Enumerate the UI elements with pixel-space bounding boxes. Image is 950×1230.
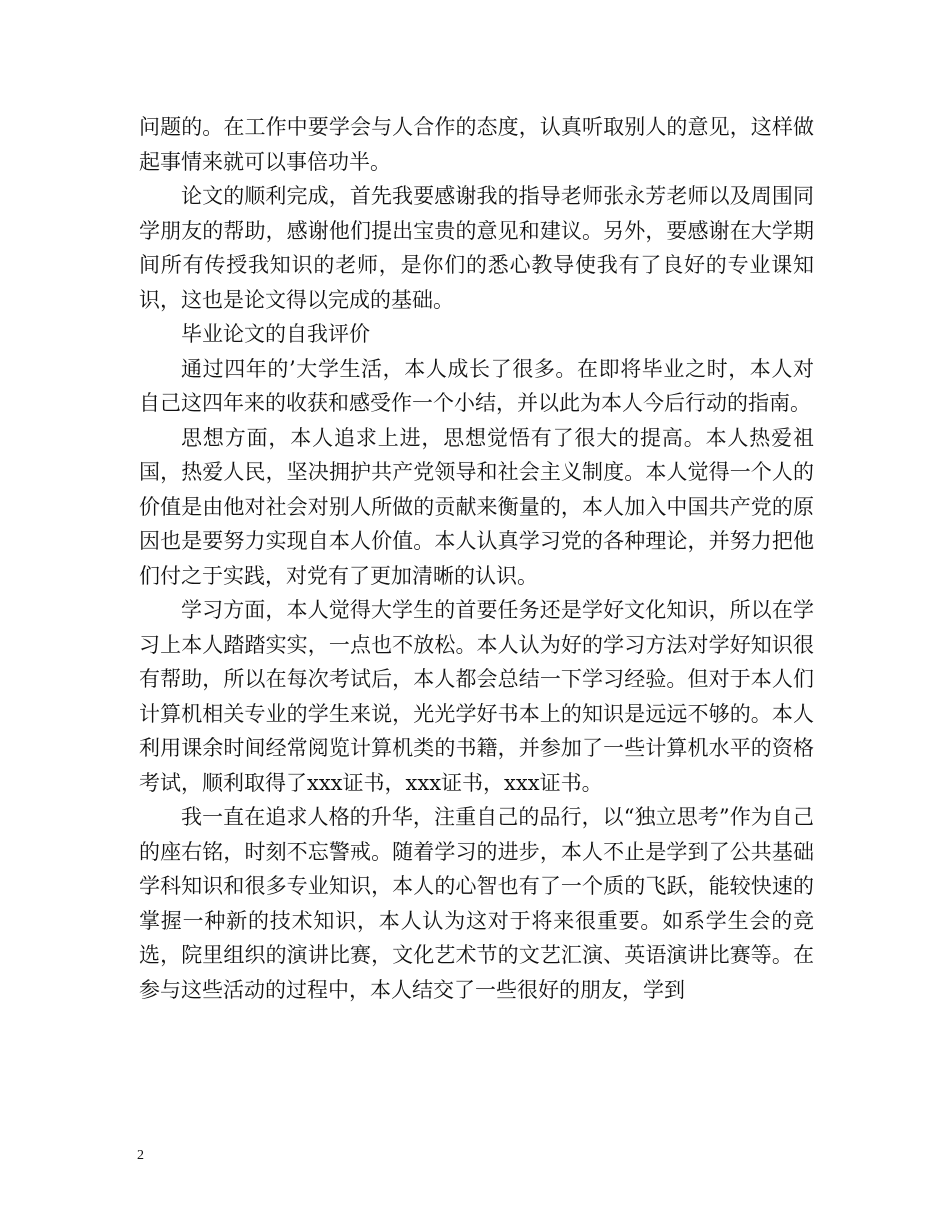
section-heading: 毕业论文的自我评价	[181, 322, 370, 346]
paragraph-character: 我一直在追求人格的升华，注重自己的品行，以“独立思考”作为自己的座右铭，时刻不忘警戒。随着学习的进步，本人不止是学到了公共基础学科知识和很多专业知识，本人的心智也有了一个质的飞跃，能较快速的掌握一种新的技术知识，本人认为这对于将来很重要。如系学生会的竞选，院里组织的演讲比赛，文化艺术节的文艺汇演、英语演讲比赛等。在参与这些活动的过程中，本人结交了一些很好的朋友，学到	[139, 805, 814, 1002]
paragraph-intro: 通过四年的’大学生活，本人成长了很多。在即将毕业之时，本人对自己这四年来的收获和感受作一个小结，并以此为本人今后行动的指南。	[139, 356, 814, 415]
page-number: 2	[137, 1148, 144, 1163]
paragraph-study: 学习方面，本人觉得大学生的首要任务还是学好文化知识，所以在学习上本人踏踏实实，一点也不放松。本人认为好的学习方法对学好知识很有帮助，所以在每次考试后，本人都会总结一下学习经验。但对于本人们计算机相关专业的学生来说，光光学好书本上的知识是远远不够的。本人利用课余时间经常阅览计算机类的书籍，并参加了一些计算机水平的资格考试，顺利取得了xxx证书，xxx证书，xxx证书。	[139, 598, 814, 795]
paragraph-continued: 问题的。在工作中要学会与人合作的态度，认真听取别人的意见，这样做起事情来就可以事倍功半。	[139, 115, 814, 174]
paragraph-thought: 思想方面，本人追求上进，思想觉悟有了很大的提高。本人热爱祖国，热爱人民，坚决拥护共产党领导和社会主义制度。本人觉得一个人的价值是由他对社会对别人所做的贡献来衡量的，本人加入中国共产党的原因也是要努力实现自本人价值。本人认真学习党的各种理论，并努力把他们付之于实践，对党有了更加清晰的认识。	[139, 425, 814, 588]
paragraph-acknowledgement: 论文的顺利完成，首先我要感谢我的指导老师张永芳老师以及周围同学朋友的帮助，感谢他们提出宝贵的意见和建议。另外，要感谢在大学期间所有传授我知识的老师，是你们的悉心教导使我有了良好的专业课知识，这也是论文得以完成的基础。	[139, 184, 814, 312]
body-text	[139, 110, 814, 1007]
